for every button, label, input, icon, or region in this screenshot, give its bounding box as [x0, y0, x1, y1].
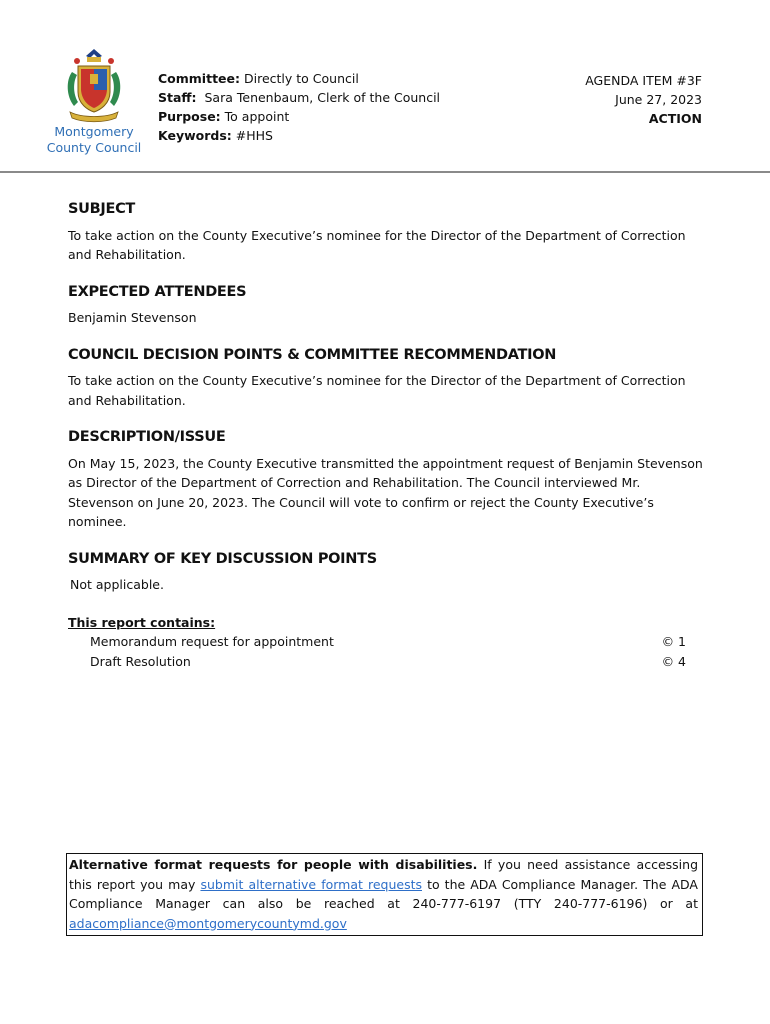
- meta-block: [158, 69, 440, 145]
- logo-text: [46, 124, 142, 156]
- report-contents-list: [90, 632, 708, 671]
- report-contents-title: This report contains:: [68, 614, 216, 630]
- section-summary: [68, 550, 708, 595]
- county-seal-icon: [64, 46, 124, 124]
- agenda-date: June 27, 2023: [615, 92, 702, 107]
- logo-text-line2: County Council: [46, 140, 142, 155]
- ada-notice-box: [66, 853, 703, 936]
- committee-row: [158, 69, 440, 88]
- alternative-format-link[interactable]: submit alternative format requests: [200, 876, 422, 892]
- committee-value: Directly to Council: [244, 71, 359, 86]
- purpose-label: Purpose:: [158, 109, 221, 124]
- section-text: To take action on the County Executive’s nominee for the Director of the Department of Correction and Rehabilitation.: [68, 227, 686, 262]
- committee-label: Committee:: [158, 71, 241, 86]
- keywords-label: Keywords:: [158, 128, 232, 143]
- section-heading: COUNCIL DECISION POINTS & COMMITTEE RECOMMENDATION: [68, 346, 557, 363]
- section-text: On May 15, 2023, the County Executive transmitted the appointment request of Benjamin Stevenson as Director of the Department of Correction and Rehabilitation. The Council interviewed Mr. Stevenson on June 20, 2023. The Council will vote to confirm or reject the County Executive’s nominee.: [68, 455, 703, 529]
- main-content: [68, 200, 708, 671]
- section-heading: SUMMARY OF KEY DISCUSSION POINTS: [68, 550, 377, 567]
- purpose-row: [158, 107, 440, 126]
- list-item-label: Draft Resolution: [90, 653, 191, 669]
- list-item-ref: © 1: [661, 634, 686, 649]
- ada-text-1: If you need assistance accessing this report you may: [69, 857, 699, 892]
- list-item-label: Memorandum request for appointment: [90, 634, 334, 649]
- staff-row: [158, 88, 440, 107]
- list-item: [90, 652, 686, 672]
- agenda-status: ACTION: [648, 111, 702, 126]
- section-heading: DESCRIPTION/ISSUE: [68, 429, 226, 445]
- agenda-block: [585, 71, 702, 128]
- ada-email-link[interactable]: adacompliance@montgomerycountymd.gov: [69, 915, 347, 931]
- report-contents: [68, 613, 708, 672]
- section-text: Not applicable.: [70, 577, 164, 592]
- keywords-row: [158, 126, 440, 145]
- keywords-value: #HHS: [235, 128, 273, 143]
- logo-text-line1: Montgomery: [54, 124, 134, 139]
- purpose-value: To appoint: [224, 109, 290, 124]
- agenda-item: AGENDA ITEM #3F: [585, 73, 702, 88]
- section-text: To take action on the County Executive’s nominee for the Director of the Department of Correction and Rehabilitation.: [68, 373, 686, 408]
- section-heading: EXPECTED ATTENDEES: [68, 283, 247, 300]
- section-decision: [68, 346, 708, 411]
- section-text: Benjamin Stevenson: [68, 310, 197, 325]
- ada-lead: Alternative format requests for people with disabilities.: [69, 857, 478, 872]
- section-description: [68, 428, 708, 532]
- staff-label: Staff:: [158, 90, 197, 105]
- list-item-ref: © 4: [661, 653, 686, 669]
- section-subject: [68, 200, 708, 265]
- header-divider: [0, 171, 770, 173]
- section-attendees: [68, 283, 708, 328]
- list-item: [90, 632, 686, 652]
- ada-text-2: to the ADA Compliance Manager. The ADA Compliance Manager can also be reached at 240-777-6197 (TTY 240-777-6196) or at: [69, 876, 698, 911]
- staff-value: Sara Tenenbaum, Clerk of the Council: [204, 90, 441, 105]
- section-heading: SUBJECT: [68, 201, 136, 217]
